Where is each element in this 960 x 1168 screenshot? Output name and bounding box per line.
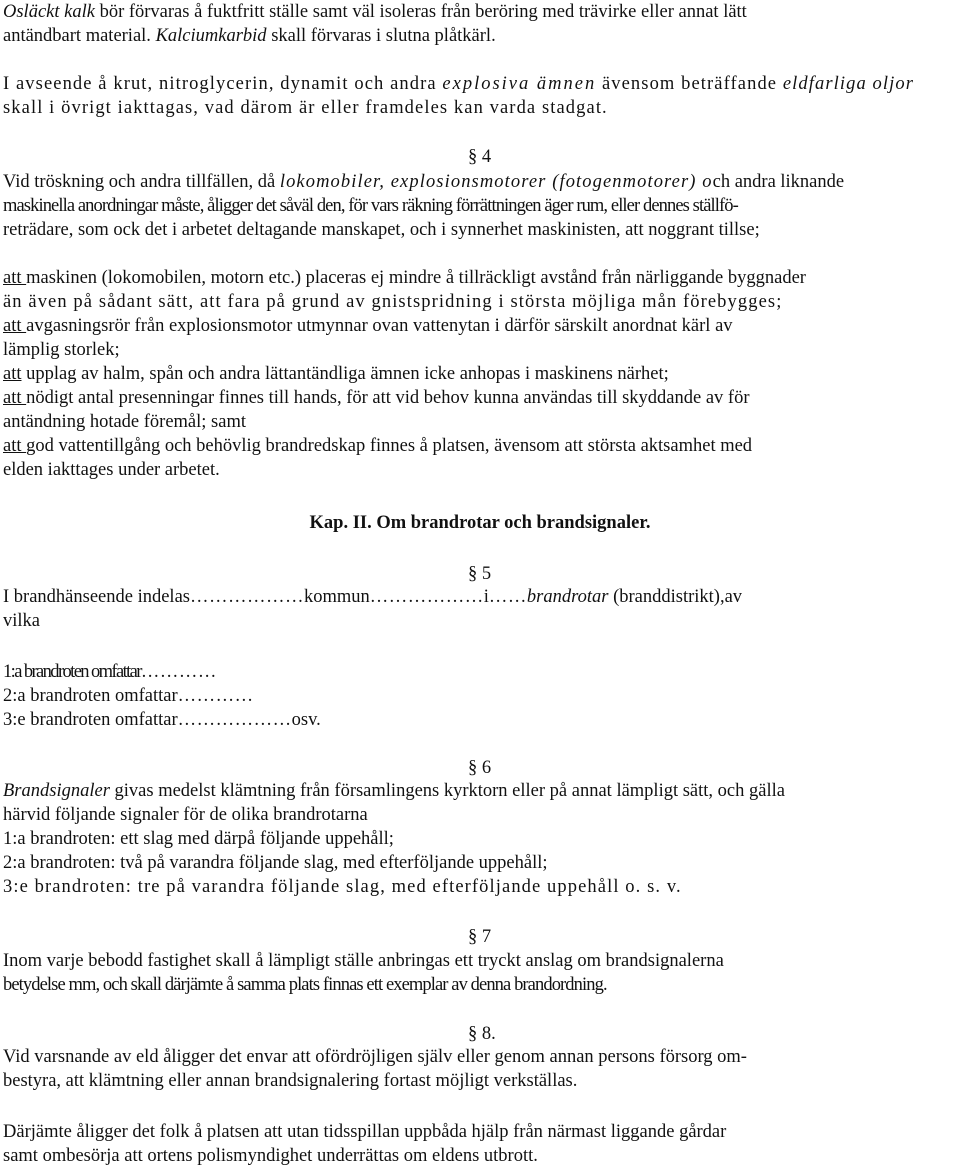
section-4-items bbox=[3, 266, 953, 482]
att-marker: att bbox=[3, 364, 22, 384]
list-item: att god vattentillgång och behövlig brandredskap finnes å platsen, ävensom att största aktsamhet med bbox=[3, 436, 753, 456]
att-marker: att bbox=[3, 436, 27, 456]
section-symbol: § bbox=[468, 927, 478, 947]
text-line: Därjämte åligger det folk å platsen att utan tidsspillan uppbåda hjälp från närmast liggande gårdar bbox=[3, 1122, 727, 1142]
section-number: 7 bbox=[481, 927, 492, 947]
paragraph-final bbox=[3, 1120, 953, 1168]
text-line: Inom varje bebodd fastighet skall å lämpligt ställe anbringas ett tryckt anslag om brandsignalerna bbox=[3, 951, 724, 971]
term-oslackt-kalk: Osläckt kalk bbox=[3, 2, 95, 22]
text-line: betydelse mm, och skall därjämte å samma plats finnas ett exemplar av denna brandordning. bbox=[3, 975, 607, 995]
section-symbol: § bbox=[468, 758, 478, 778]
att-marker: att bbox=[3, 316, 27, 336]
section-5-heading bbox=[468, 562, 491, 586]
section-8-heading bbox=[468, 1022, 496, 1046]
section-4-body bbox=[3, 170, 953, 242]
rote-line: 3:e brandroten omfattar………………osv. bbox=[3, 710, 321, 730]
section-number: 8. bbox=[481, 1024, 496, 1044]
section-number: 6 bbox=[481, 758, 492, 778]
text-line: antändbart material. Kalciumkarbid skall förvaras i slutna plåtkärl. bbox=[3, 26, 496, 46]
text-line: vilka bbox=[3, 611, 40, 631]
term-kalciumkarbid: Kalciumkarbid bbox=[155, 26, 267, 46]
text-line: Brandsignaler givas medelst klämtning från församlingens kyrktorn eller på annat lämpligt sätt, och gälla bbox=[3, 781, 785, 801]
section-6-body bbox=[3, 779, 953, 899]
section-symbol: § bbox=[468, 1024, 478, 1044]
text-line: än även på sådant sätt, att fara på grund av gnistspridning i största möjliga mån förebygges; bbox=[3, 292, 783, 312]
text-line: I avseende å krut, nitroglycerin, dynamit och andra explosiva ämnen ävensom beträffande eldfarliga oljor bbox=[3, 74, 915, 94]
section-symbol: § bbox=[468, 147, 478, 167]
text-line: lämplig storlek; bbox=[3, 340, 120, 360]
section-5-body bbox=[3, 585, 953, 633]
term-brandsignaler: Brandsignaler bbox=[3, 781, 110, 801]
section-number: 5 bbox=[481, 564, 492, 584]
list-item: att maskinen (lokomobilen, motorn etc.) placeras ej mindre å tillräckligt avstånd från närliggande byggnader bbox=[3, 268, 806, 288]
list-item: att avgasningsrör från explosionsmotor utmynnar ovan vattenytan i därför särskilt anordnat kärl av bbox=[3, 316, 733, 336]
signal-line: 1:a brandroten: ett slag med därpå följande uppehåll; bbox=[3, 829, 394, 849]
signal-line: 3:e brandroten: tre på varandra följande slag, med efterföljande uppehåll o. s. v. bbox=[3, 877, 682, 897]
paragraph-lime-storage bbox=[3, 0, 953, 48]
att-marker: att bbox=[3, 388, 27, 408]
text-line: reträdare, som ock det i arbetet deltagande manskapet, och i synnerhet maskinisten, att noggrant tillse; bbox=[3, 220, 760, 240]
text-line: bestyra, att klämtning eller annan brandsignalering fortast möjligt verkställas. bbox=[3, 1071, 578, 1091]
text-line: Osläckt kalk bör förvaras å fuktfritt ställe samt väl isoleras från beröring med trävirke eller annat lätt bbox=[3, 2, 747, 22]
rote-line: 2:a brandroten omfattar………… bbox=[3, 686, 254, 706]
section-5-rotes bbox=[3, 660, 953, 732]
att-marker: att bbox=[3, 268, 27, 288]
paragraph-explosives bbox=[3, 72, 953, 120]
text-line: härvid följande signaler för de olika brandrotarna bbox=[3, 805, 368, 825]
section-8-body bbox=[3, 1045, 953, 1093]
section-symbol: § bbox=[468, 564, 478, 584]
text-line: elden iakttages under arbetet. bbox=[3, 460, 220, 480]
text-line: skall i övrigt iakttagas, vad därom är eller framdeles kan varda stadgat. bbox=[3, 98, 608, 118]
list-item: att nödigt antal presenningar finnes till hands, för att vid behov kunna användas till skyddande av för bbox=[3, 388, 750, 408]
term-brandrotar: brandrotar bbox=[526, 587, 609, 607]
list-item: att upplag av halm, spån och andra lättantändliga ämnen icke anhopas i maskinens närhet; bbox=[3, 364, 669, 384]
text-line: Vid varsnande av eld åligger det envar att ofördröjligen själv eller genom annan persons försorg om- bbox=[3, 1047, 747, 1067]
text-line: I brandhänseende indelas………………kommun………………i……brandrotar (branddistrikt),av bbox=[3, 587, 743, 607]
text-line: maskinella anordningar måste, åligger det såväl den, för vars räkning förrättningen äger rum, eller dennes ställfö- bbox=[3, 196, 738, 216]
section-number: 4 bbox=[481, 147, 492, 167]
signal-line: 2:a brandroten: två på varandra följande slag, med efterföljande uppehåll; bbox=[3, 853, 548, 873]
section-7-body bbox=[3, 949, 953, 997]
section-7-heading bbox=[468, 925, 491, 949]
section-4-heading bbox=[468, 145, 491, 169]
text-line: samt ombesörja att ortens polismyndighet underrättas om eldens utbrott. bbox=[3, 1146, 538, 1166]
rote-line: 1:a brandroten omfattar………… bbox=[3, 662, 217, 682]
section-6-heading bbox=[468, 756, 491, 780]
chapter-heading: Kap. II. Om brandrotar och brandsignaler. bbox=[309, 513, 651, 533]
text-line: antändning hotade föremål; samt bbox=[3, 412, 246, 432]
text-line: Vid tröskning och andra tillfällen, då lokomobiler, explosionsmotorer (fotogenmotorer) och andra liknande bbox=[3, 172, 845, 192]
